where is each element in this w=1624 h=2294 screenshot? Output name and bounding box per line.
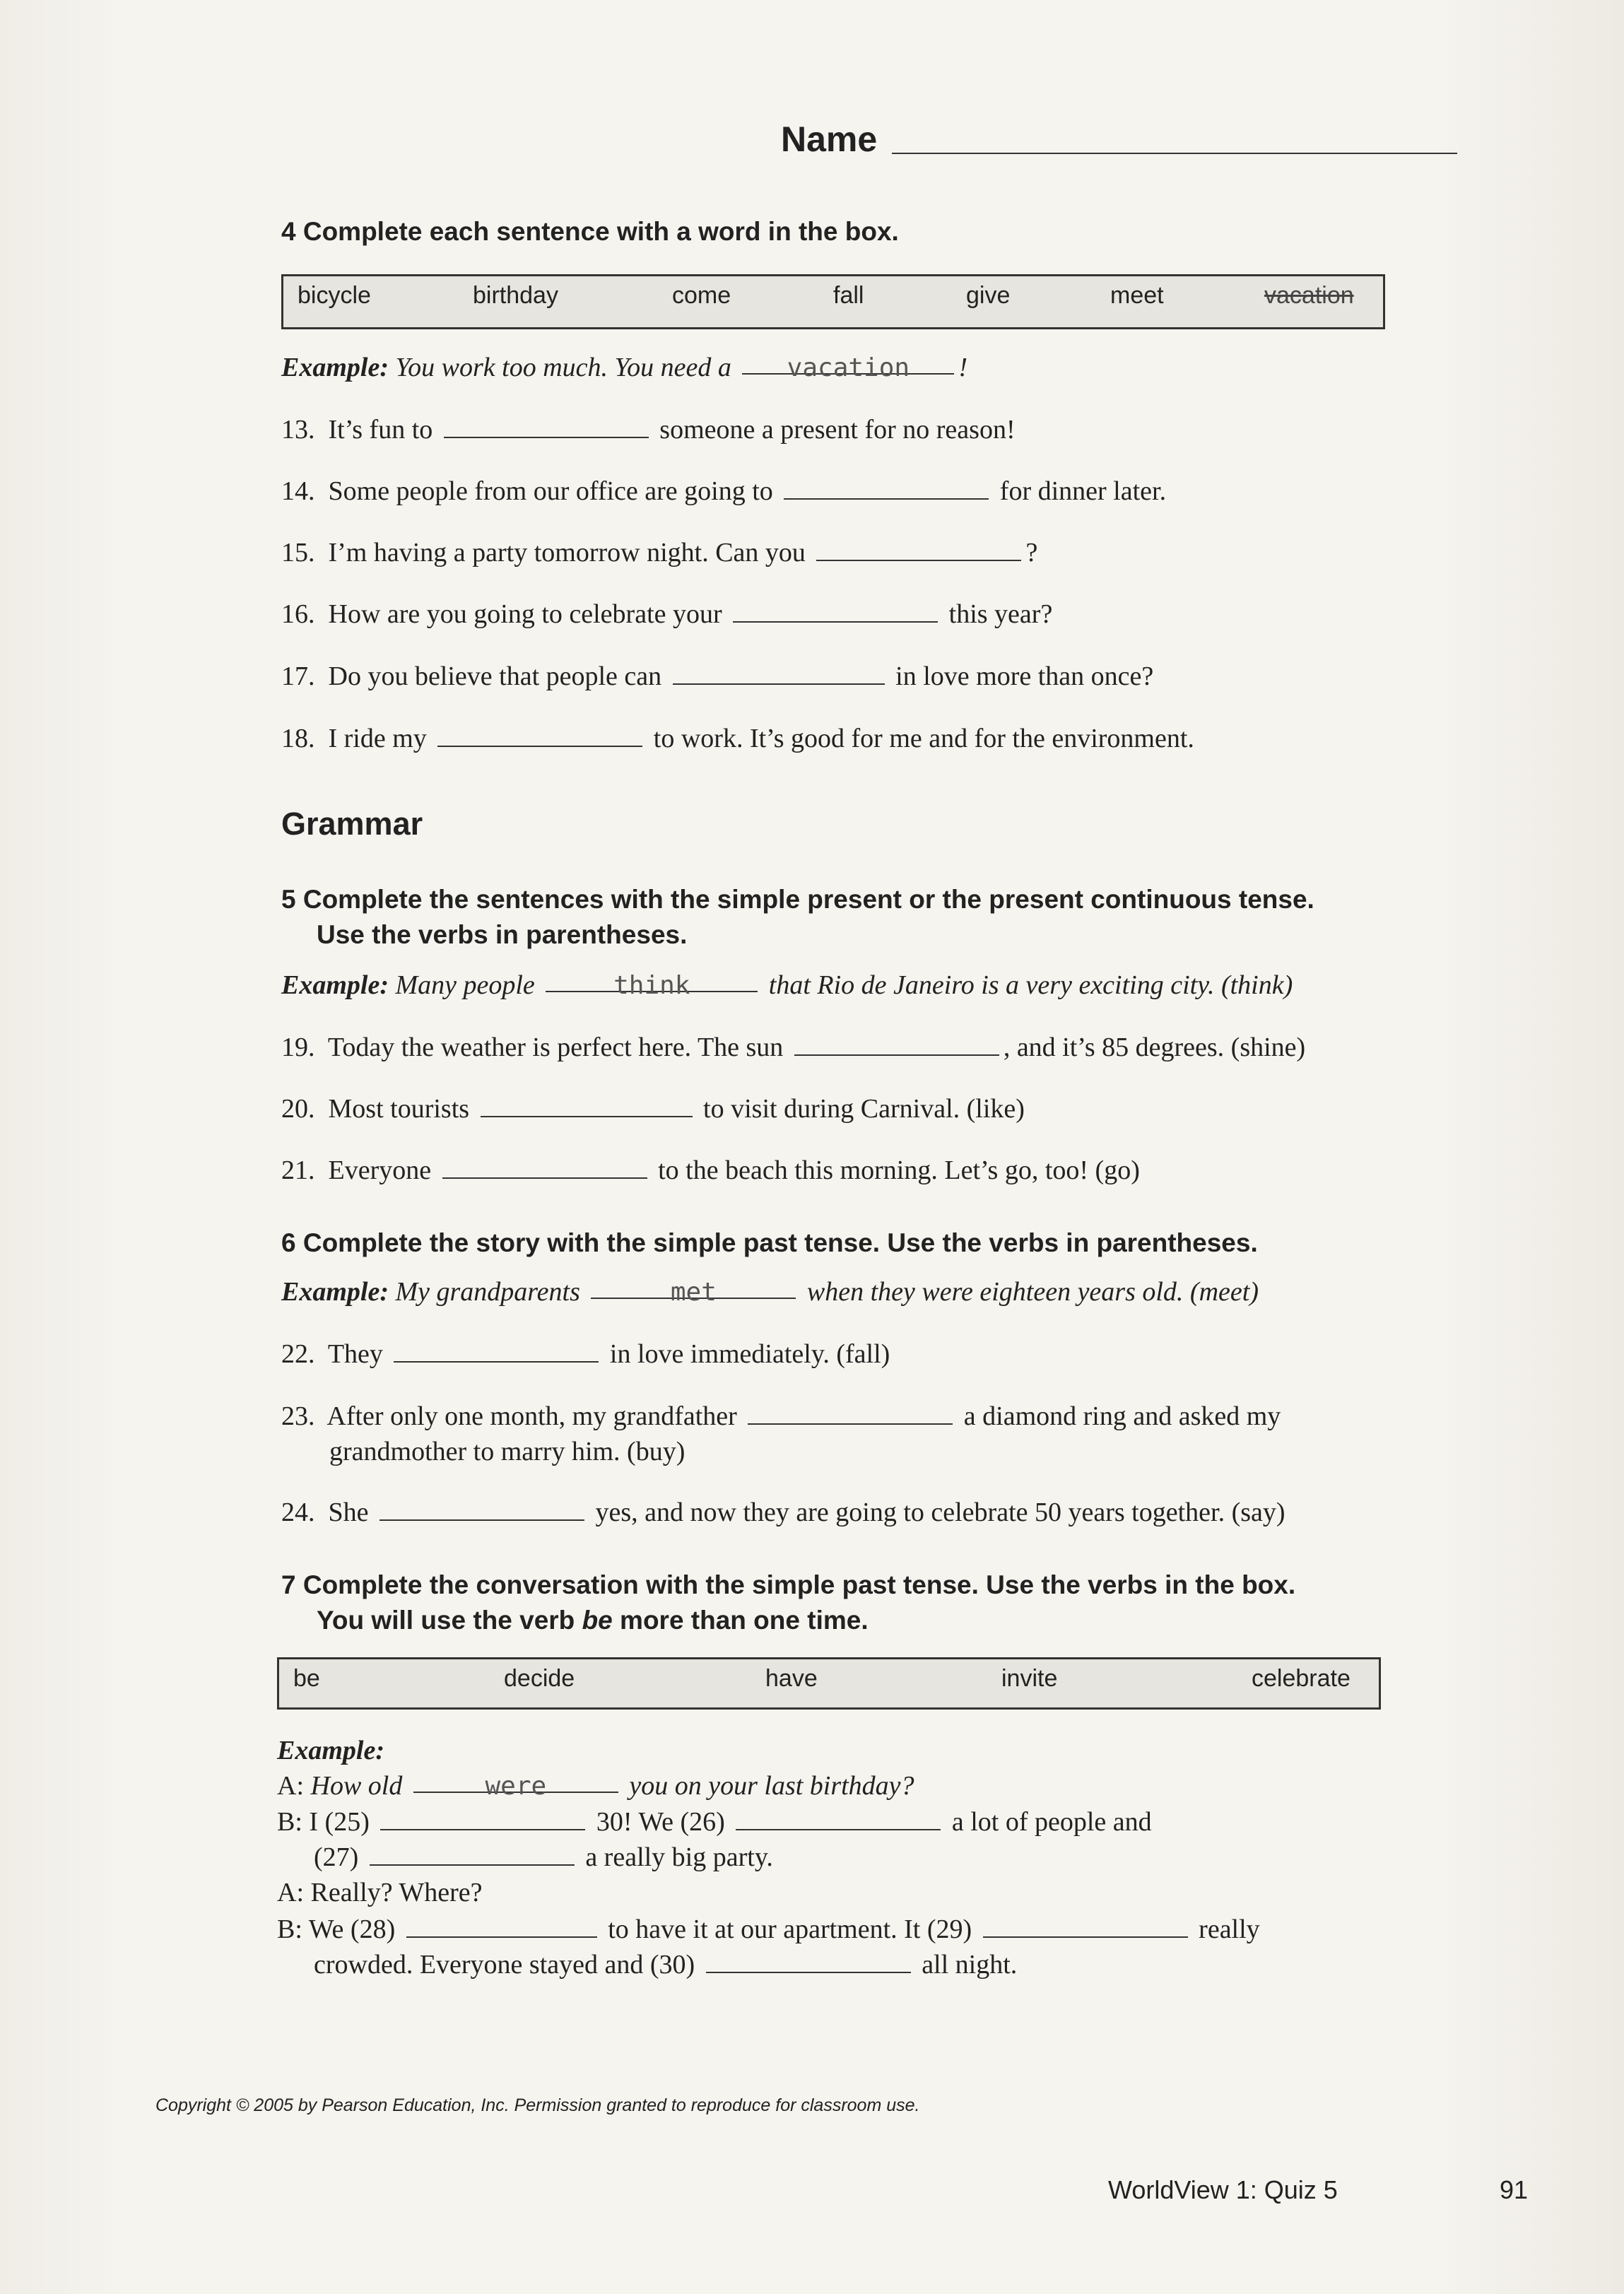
q7-b-line-3 — [277, 1914, 1260, 1945]
answer-blank-26[interactable] — [736, 1808, 941, 1830]
item-number: 17. — [281, 661, 315, 691]
q4-word-box — [281, 274, 1385, 329]
item-text: to visit during Carnival. (like) — [703, 1094, 1025, 1124]
answer-blank-17[interactable] — [673, 662, 885, 685]
q5-heading-line1: 5 Complete the sentences with the simple present or the present continuous tense. — [281, 885, 1314, 914]
q7-b-line-2 — [314, 1842, 773, 1873]
copyright-notice: Copyright © 2005 by Pearson Education, Inc. Permission granted to reproduce for classroom use. — [155, 2095, 920, 2115]
item-text: We (28) — [308, 1914, 396, 1944]
word-bicycle: bicycle — [298, 282, 371, 309]
item-text: this year? — [948, 599, 1053, 629]
answer-blank-21[interactable] — [442, 1156, 647, 1179]
item-number: 19. — [281, 1033, 315, 1062]
item-text: in love immediately. (fall) — [609, 1339, 890, 1369]
example-blank — [742, 352, 954, 382]
q4-example — [281, 352, 967, 383]
q7-example-line — [277, 1770, 914, 1801]
speaker-b: B: — [277, 1807, 302, 1837]
item-number: 18. — [281, 724, 315, 753]
item-number: 23. — [281, 1401, 315, 1431]
speaker-a: A: — [277, 1878, 304, 1907]
answer-blank-18[interactable] — [437, 724, 642, 747]
example-label: Example: — [281, 353, 389, 382]
heading-text: You will use the verb — [317, 1606, 575, 1635]
example-text: How old — [310, 1771, 403, 1801]
answer-blank-24[interactable] — [379, 1498, 584, 1521]
word-decide: decide — [504, 1665, 575, 1692]
q4-item-14 — [281, 476, 1166, 507]
q6-heading: 6 Complete the story with the simple past tense. Use the verbs in parentheses. — [281, 1228, 1258, 1257]
example-label: Example: — [277, 1736, 384, 1765]
q6-item-23 — [281, 1401, 1281, 1432]
q6-item-22 — [281, 1339, 890, 1370]
example-blank — [546, 970, 758, 1000]
example-blank — [591, 1276, 796, 1307]
example-label: Example: — [281, 970, 389, 1000]
item-text: a lot of people and — [951, 1807, 1152, 1837]
item-text: someone a present for no reason! — [659, 415, 1016, 445]
answer-blank-13[interactable] — [444, 416, 649, 438]
item-number: 22. — [281, 1339, 315, 1369]
q6-example — [281, 1276, 1259, 1307]
example-blank — [413, 1770, 618, 1801]
item-text: ? — [1025, 538, 1038, 567]
name-field[interactable] — [892, 153, 1457, 154]
example-answer: think — [613, 971, 690, 1000]
q7-b-line-1 — [277, 1806, 1152, 1837]
speaker-b: B: — [277, 1914, 302, 1944]
word-meet: meet — [1110, 282, 1164, 309]
item-number: 21. — [281, 1155, 315, 1185]
item-text: to work. It’s good for me and for the environment. — [653, 724, 1194, 753]
item-text: really — [1199, 1914, 1260, 1944]
item-text: Do you believe that people can — [328, 661, 662, 691]
item-text: all night. — [922, 1950, 1018, 1980]
item-text: I’m having a party tomorrow night. Can you — [328, 538, 806, 567]
example-text: you on your last birthday? — [629, 1771, 914, 1801]
item-text: She — [328, 1498, 369, 1527]
answer-blank-20[interactable] — [481, 1095, 693, 1117]
q4-item-18 — [281, 723, 1194, 754]
answer-blank-15[interactable] — [816, 539, 1021, 561]
answer-blank-29[interactable] — [983, 1915, 1188, 1938]
example-answer: met — [670, 1278, 717, 1307]
word-vacation: vacation — [1264, 282, 1354, 309]
item-text: Everyone — [328, 1155, 432, 1185]
word-come: come — [672, 282, 731, 309]
item-text: in love more than once? — [895, 661, 1154, 691]
item-number: 13. — [281, 415, 315, 445]
heading-text: more than one time. — [620, 1606, 869, 1635]
book-title: WorldView 1: Quiz 5 — [1108, 2175, 1338, 2204]
word-invite: invite — [1001, 1665, 1058, 1692]
item-text: for dinner later. — [999, 476, 1167, 506]
item-text: I ride my — [328, 724, 427, 753]
q7-heading-line2 — [317, 1606, 869, 1635]
answer-blank-25[interactable] — [380, 1808, 585, 1830]
example-label: Example: — [281, 1277, 389, 1307]
word-give: give — [966, 282, 1011, 309]
item-text: 30! We (26) — [596, 1807, 725, 1837]
example-end: ! — [958, 353, 968, 382]
name-label: Name — [781, 119, 878, 159]
example-answer: vacation — [787, 353, 910, 382]
q4-heading: 4 Complete each sentence with a word in the box. — [281, 217, 899, 246]
item-text: crowded. Everyone stayed and (30) — [314, 1950, 695, 1980]
q7-example-label — [277, 1735, 384, 1766]
q6-item-24 — [281, 1497, 1285, 1528]
example-text: when they were eighteen years old. (meet) — [806, 1277, 1259, 1307]
item-text: Really? Where? — [310, 1878, 483, 1907]
answer-blank-22[interactable] — [394, 1340, 599, 1363]
page-number: 91 — [1500, 2175, 1529, 2204]
item-text: After only one month, my grandfather — [326, 1401, 737, 1431]
item-text: , and it’s 85 degrees. (shine) — [1003, 1033, 1306, 1062]
answer-blank-27[interactable] — [370, 1843, 575, 1866]
q7-heading-line1: 7 Complete the conversation with the simple past tense. Use the verbs in the box. — [281, 1570, 1296, 1599]
answer-blank-23[interactable] — [748, 1402, 953, 1425]
item-number: 20. — [281, 1094, 315, 1124]
q7-b-line-4 — [314, 1949, 1017, 1980]
item-text: a really big party. — [585, 1842, 773, 1872]
example-answer: were — [485, 1772, 547, 1801]
q5-example — [281, 970, 1293, 1001]
item-number: 24. — [281, 1498, 315, 1527]
example-text: that Rio de Janeiro is a very exciting city. (think) — [768, 970, 1293, 1000]
heading-verb: be — [582, 1606, 613, 1635]
item-number: 15. — [281, 538, 315, 567]
item-text: to have it at our apartment. It (29) — [608, 1914, 972, 1944]
item-text: to the beach this morning. Let’s go, too! (go) — [658, 1155, 1140, 1185]
example-text: Many people — [395, 970, 535, 1000]
example-text: You work too much. You need a — [395, 353, 731, 382]
q7-word-box — [277, 1657, 1381, 1710]
item-text: Most tourists — [328, 1094, 470, 1124]
answer-blank-14[interactable] — [784, 477, 989, 500]
q6-item-23-line2: grandmother to marry him. (buy) — [329, 1437, 686, 1466]
speaker-a: A: — [277, 1771, 304, 1801]
q5-item-21 — [281, 1155, 1140, 1186]
q5-item-19 — [281, 1032, 1305, 1063]
item-text: Some people from our office are going to — [328, 476, 773, 506]
item-text: I (25) — [309, 1807, 370, 1837]
word-be: be — [293, 1665, 320, 1692]
item-text: yes, and now they are going to celebrate 50 years together. (say) — [595, 1498, 1285, 1527]
answer-blank-30[interactable] — [706, 1951, 911, 1973]
word-celebrate: celebrate — [1252, 1665, 1351, 1692]
word-birthday: birthday — [473, 282, 558, 309]
q5-item-20 — [281, 1093, 1025, 1124]
item-text: a diamond ring and asked my — [963, 1401, 1281, 1431]
q4-item-16 — [281, 599, 1052, 630]
q4-item-15 — [281, 537, 1037, 568]
answer-blank-28[interactable] — [406, 1915, 597, 1938]
answer-blank-16[interactable] — [733, 600, 938, 623]
q5-heading-line2: Use the verbs in parentheses. — [317, 920, 688, 949]
item-text: Today the weather is perfect here. The sun — [327, 1033, 784, 1062]
q7-a-line-2 — [277, 1877, 483, 1908]
item-text: (27) — [314, 1842, 359, 1872]
grammar-title: Grammar — [281, 806, 423, 842]
answer-blank-19[interactable] — [794, 1033, 999, 1056]
item-text: It’s fun to — [328, 415, 433, 445]
item-number: 16. — [281, 599, 315, 629]
item-number: 14. — [281, 476, 315, 506]
word-have: have — [765, 1665, 818, 1692]
word-fall: fall — [833, 282, 864, 309]
item-text: They — [327, 1339, 383, 1369]
example-text: My grandparents — [395, 1277, 580, 1307]
q4-item-17 — [281, 661, 1153, 692]
item-text: How are you going to celebrate your — [328, 599, 722, 629]
q4-item-13 — [281, 414, 1016, 445]
